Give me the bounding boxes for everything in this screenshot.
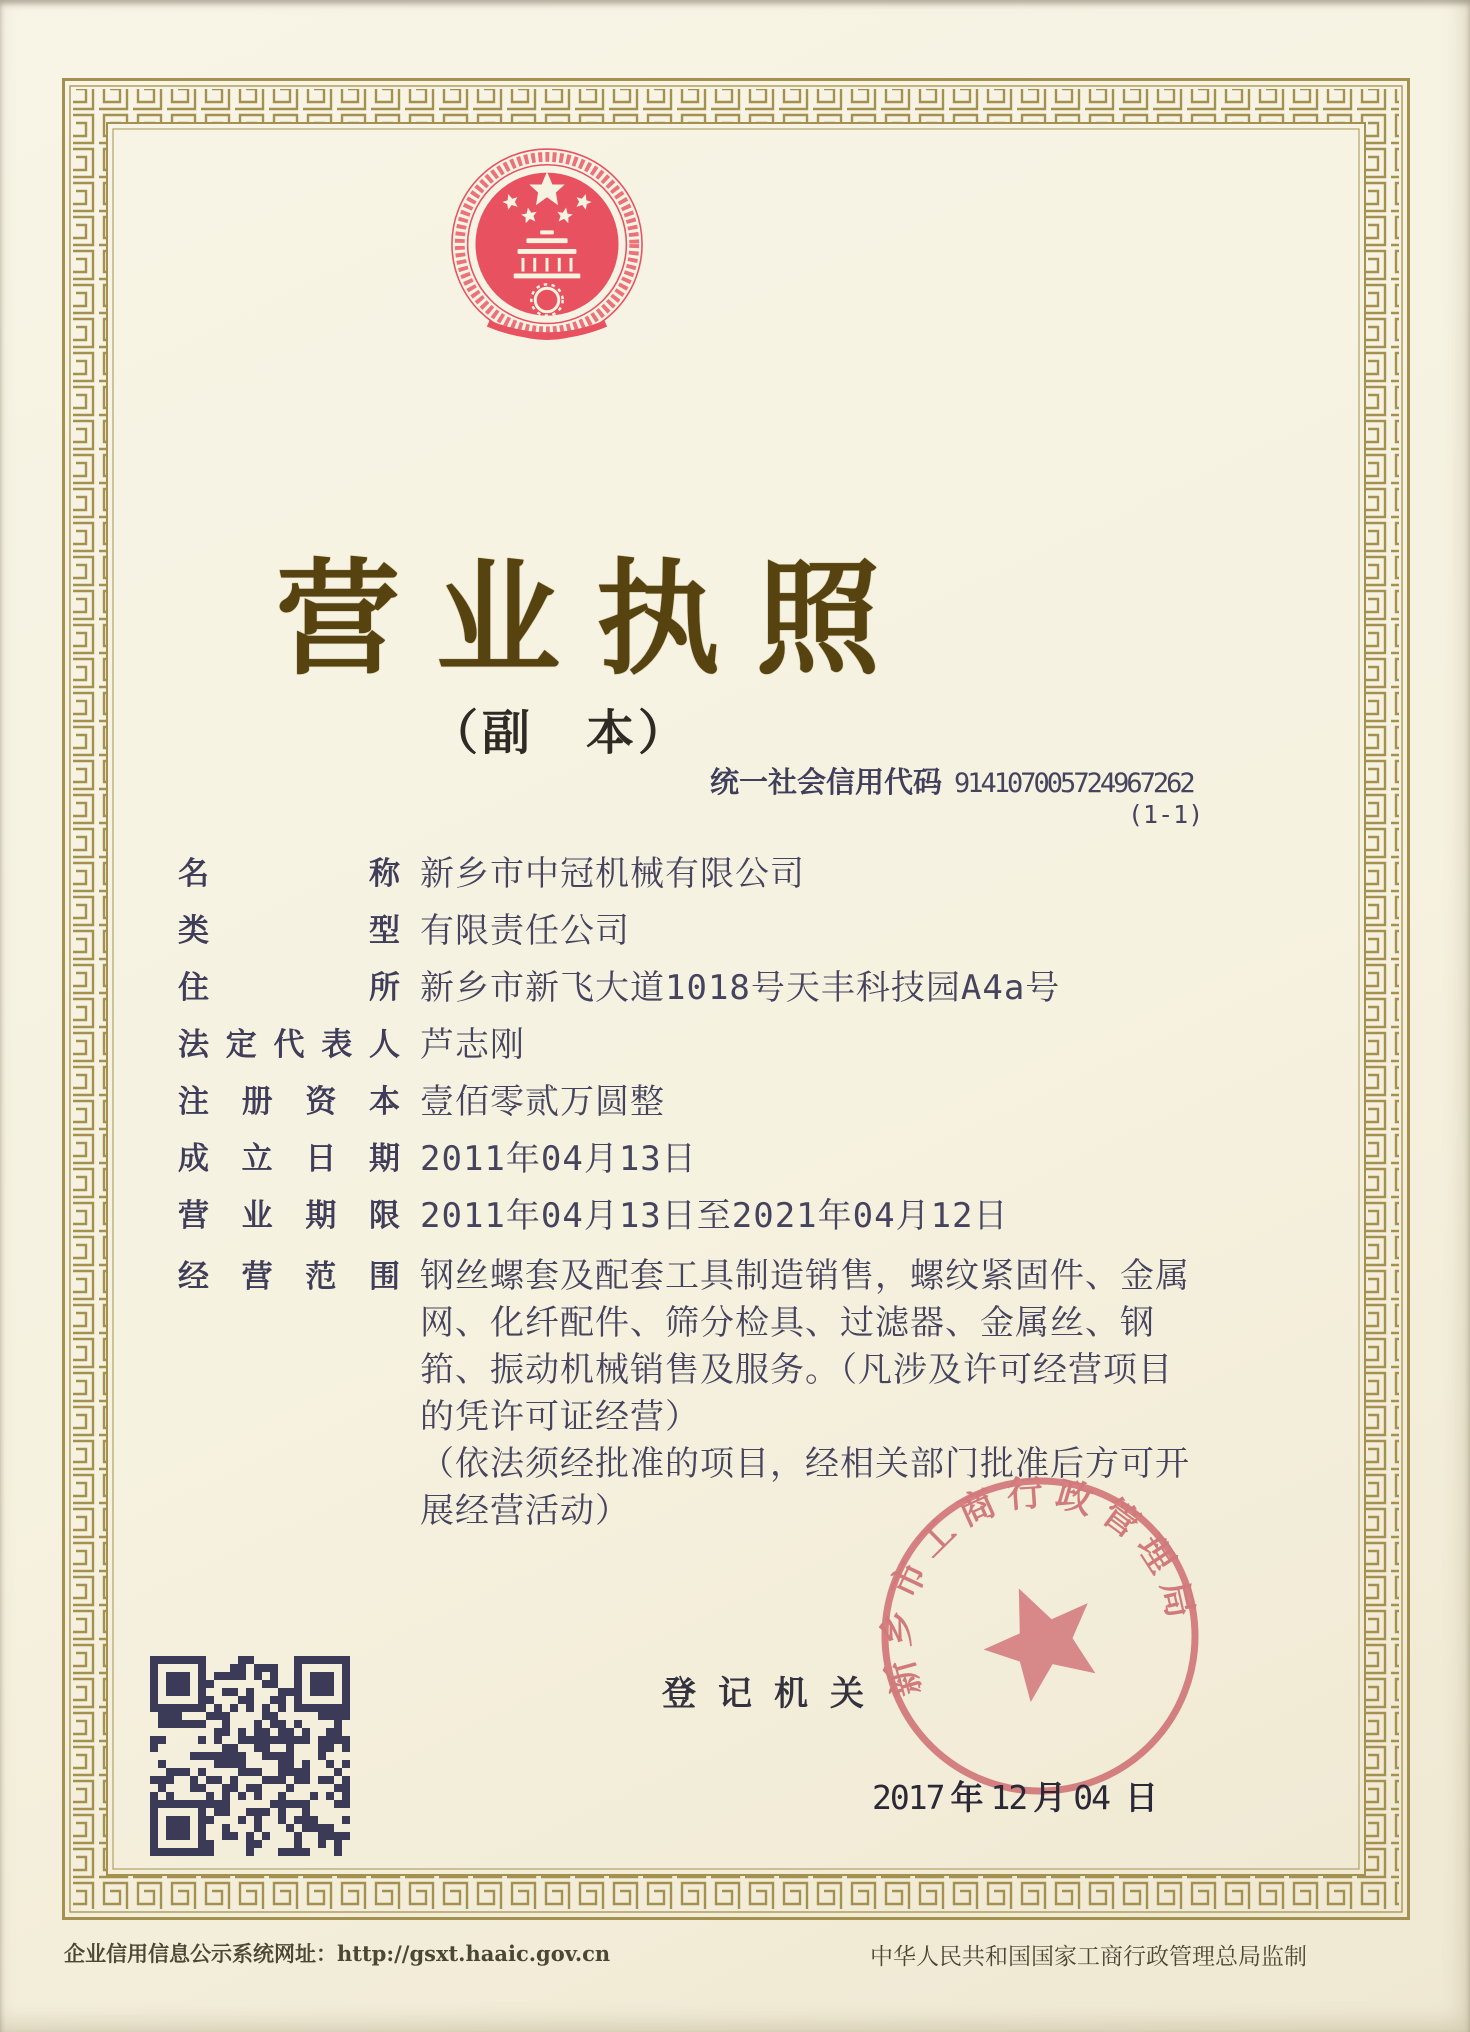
field-row-term xyxy=(178,1196,1238,1236)
field-label-name: 名称 xyxy=(178,856,400,892)
field-row-type xyxy=(178,911,1238,951)
field-row-legal-rep xyxy=(178,1025,1238,1065)
field-label-scope: 经营范围 xyxy=(178,1259,400,1295)
field-value-name: 新乡市中冠机械有限公司 xyxy=(420,854,805,894)
issue-date-day: 04 xyxy=(1073,1778,1109,1817)
issue-date-month: 12 xyxy=(990,1778,1027,1817)
field-label-established: 成立日期 xyxy=(178,1141,400,1177)
national-emblem xyxy=(449,146,645,354)
scope-line: 网、化纤配件、筛分检具、过滤器、金属丝、钢 xyxy=(420,1303,1155,1343)
issue-date-day-unit: 日 xyxy=(1124,1778,1158,1817)
scope-line: 钢丝螺套及配套工具制造销售，螺纹紧固件、金属 xyxy=(420,1256,1190,1296)
field-label-type: 类型 xyxy=(178,913,400,949)
scope-line: （依法须经批准的项目，经相关部门批准后方可开 xyxy=(420,1444,1190,1484)
field-value-established: 2011年04月13日 xyxy=(420,1139,697,1179)
field-value-legal-rep: 芦志刚 xyxy=(420,1025,525,1065)
issue-date-year: 2017 xyxy=(872,1778,944,1817)
issue-date xyxy=(872,1772,1165,1819)
field-label-address: 住所 xyxy=(178,970,400,1006)
field-label-legal-rep: 法定代表人 xyxy=(178,1027,400,1063)
registration-authority-label: 登记机关 xyxy=(662,1674,886,1714)
qr-code xyxy=(150,1656,350,1856)
credit-code-label: 统一社会信用代码 xyxy=(710,765,943,799)
certificate-title: 营业执照 xyxy=(275,548,916,692)
field-row-established xyxy=(178,1139,1238,1179)
issue-date-month-unit: 月 xyxy=(1033,1778,1067,1817)
field-label-term: 营业期限 xyxy=(178,1198,400,1234)
certificate-subtitle: （副 本） xyxy=(429,705,690,761)
field-value-capital: 壹佰零贰万圆整 xyxy=(420,1082,665,1122)
field-row-name xyxy=(178,854,1238,894)
scope-line: 的凭许可证经营） xyxy=(420,1397,700,1437)
field-row-address xyxy=(178,968,1238,1008)
scope-line: 筘、振动机械销售及服务。（凡涉及许可经营项目 xyxy=(420,1350,1173,1390)
credit-code-line xyxy=(710,760,1193,801)
field-value-type: 有限责任公司 xyxy=(420,911,630,951)
field-value-address: 新乡市新飞大道1018号天丰科技园A4a号 xyxy=(420,968,1061,1008)
seal-text: 新乡市工商行政管理局 xyxy=(876,1472,1203,1701)
field-value-term: 2011年04月13日至2021年04月12日 xyxy=(420,1196,1009,1236)
footer-public-system-url: 企业信用信息公示系统网址：http://gsxt.haaic.gov.cn xyxy=(64,1941,611,1966)
footer-issuing-body: 中华人民共和国国家工商行政管理总局监制 xyxy=(870,1944,1307,1970)
field-row-capital xyxy=(178,1082,1238,1122)
scope-line: 展经营活动） xyxy=(420,1491,630,1531)
credit-code-value: 914107005724967262 xyxy=(954,768,1193,799)
issue-date-year-unit: 年 xyxy=(950,1778,984,1817)
field-label-capital: 注册资本 xyxy=(178,1084,400,1120)
page-marker: (1-1) xyxy=(1128,800,1204,829)
